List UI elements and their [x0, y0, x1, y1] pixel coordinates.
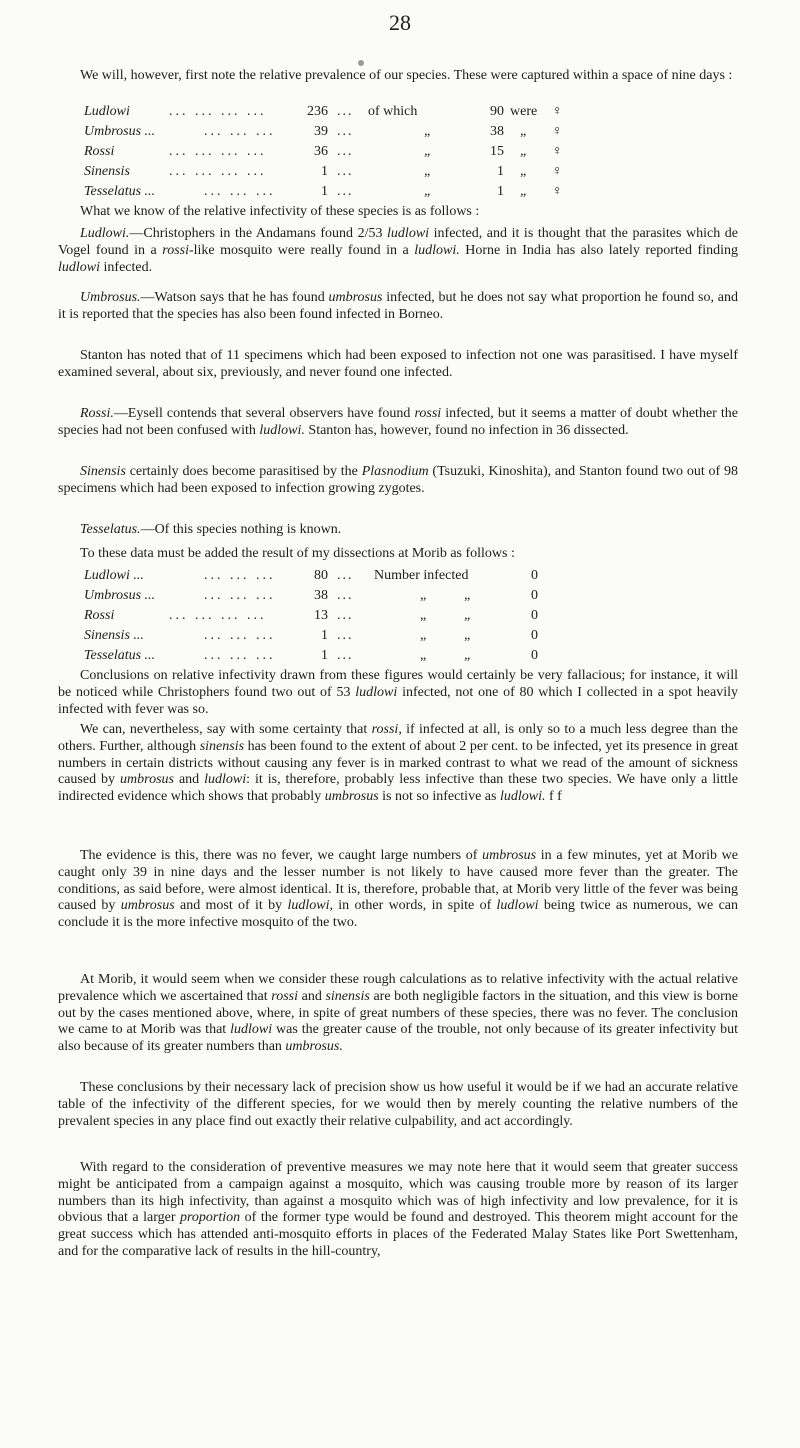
- infected-count: 0: [531, 568, 538, 583]
- female-symbol: ♀: [552, 184, 563, 199]
- species-name: Tesselatus ...: [84, 648, 156, 663]
- ditto-mark: „: [420, 588, 427, 603]
- species-name: Rossi: [84, 144, 115, 159]
- infected-count: 0: [531, 628, 538, 643]
- ditto-mark: „: [420, 628, 427, 643]
- table-row: Ludlowi ... ... ... ... 80 ... Number infected 0: [84, 566, 734, 586]
- umbrosus-paragraph: Umbrosus.—Watson says that he has found umbrosus infected, but he does not say what proportion he found so, and it is reported that the species has also been found infected in Borneo.: [58, 290, 738, 322]
- ditto-mark: „: [420, 648, 427, 663]
- female-count: 15: [490, 144, 504, 159]
- preventive-paragraph: With regard to the consideration of preventive measures we may note here that it would seem that greater success might be anticipated from a campaign against a mosquito, which was causing trouble more by reason of its larger numbers than its high infectivity, than against a mosquito which was of high infectivity and low prevalence, for it is obvious that a larger proportion of the former type would be found and destroyed. This theorem might account for the great success which has attended anti-mosquito efforts in places of the Federated Malay States like Port Swettenham, and for the comparative lack of results in the hill-country,: [58, 1160, 738, 1259]
- ink-dot: [358, 60, 364, 66]
- table-row: Umbrosus ... ... ... ... 39 ... „ 38 „ ♀: [84, 122, 734, 142]
- infected-count: 0: [531, 608, 538, 623]
- ditto-mark: „: [424, 124, 431, 139]
- ludlowi-paragraph: Ludlowi.—Christophers in the Andamans found 2/53 ludlowi infected, and it is thought that the parasites which de Vogel found in a rossi-like mosquito were really found in a ludlowi. Horne in India has also lately reported finding ludlowi infected.: [58, 226, 738, 275]
- species-name: Sinensis ...: [84, 628, 144, 643]
- we-can-paragraph: We can, nevertheless, say with some certainty that rossi, if infected at all, is only so to a much less degree than the others. Further, although sinensis has been found to the extent of about 2 per cent. to be infected, yet its presence in great numbers in certain districts without causing any fever is in marked contrast to what we read of the amount of sickness caused by umbrosus and ludlowi: it is, therefore, probably less infective than these two species. We have only a little indirected evidence which shows that probably umbrosus is not so infective as ludlowi. f f: [58, 722, 739, 805]
- dissected-count: 1: [321, 628, 328, 643]
- table-row: Rossi ... ... ... ... 13 ... „ „ 0: [84, 606, 734, 626]
- dissected-count: 13: [314, 608, 328, 623]
- at-morib-paragraph: At Morib, it would seem when we consider these rough calculations as to relative infectivity with the actual relative prevalence which we ascertained that rossi and sinensis are both negligible factors in the situation, and this view is borne out by the cases mentioned above, where, in spite of great numbers of these species, there was no fever. The conclusion we came to at Morib was that ludlowi was the greater cause of the trouble, not only because of its greater infectivity but also because of its greater numbers than umbrosus.: [58, 972, 739, 1055]
- dissections-intro: To these data must be added the result of my dissections at Morib as follows :: [80, 546, 515, 561]
- dissected-count: 38: [314, 588, 328, 603]
- tesselatus-paragraph: Tesselatus.—Of this species nothing is known.: [80, 522, 342, 537]
- dissected-count: 1: [321, 648, 328, 663]
- dissection-table: [84, 566, 734, 666]
- female-count: 90: [490, 104, 504, 119]
- table-row: Rossi ... ... ... ... 36 ... „ 15 „ ♀: [84, 142, 734, 162]
- table-row: Sinensis ... ... ... ... 1 ... „ „ 0: [84, 626, 734, 646]
- intro-paragraph: We will, however, first note the relative prevalence of our species. These were captured within a space of nine days :: [80, 68, 733, 83]
- ditto-mark: „: [424, 184, 431, 199]
- ditto-mark: „: [464, 588, 471, 603]
- number-infected-label: Number infected: [374, 568, 469, 583]
- these-conclusions-paragraph: These conclusions by their necessary lack of precision show us how useful it would be if we had an accurate relative table of the infectivity of the different species, for we would then by merely counting the relative numbers of the prevalent species in any place find out exactly their relative culpability, and act accordingly.: [58, 1080, 738, 1129]
- ditto-mark: „: [520, 124, 527, 139]
- table-row: Tesselatus ... ... ... ... 1 ... „ „ 0: [84, 646, 734, 666]
- sinensis-paragraph: Sinensis certainly does become parasitised by the Plasnodium (Tsuzuki, Kinoshita), and Stanton found two out of 98 specimens which had been exposed to infection growing zygotes.: [58, 464, 738, 496]
- infected-count: 0: [531, 648, 538, 663]
- ditto-mark: „: [520, 184, 527, 199]
- were-label: were: [510, 104, 538, 119]
- table-row: Umbrosus ... ... ... ... 38 ... „ „ 0: [84, 586, 734, 606]
- table-row: Ludlowi ... ... ... ... 236 ... of which 90 were ♀: [84, 102, 734, 122]
- ditto-mark: „: [464, 608, 471, 623]
- species-name: Ludlowi ...: [84, 568, 144, 583]
- rossi-paragraph: Rossi.—Eysell contends that several observers have found rossi infected, but it seems a matter of doubt whether the species had not been confused with ludlowi. Stanton has, however, found no infection in 36 dissected.: [58, 406, 738, 438]
- species-name: Tesselatus ...: [84, 184, 156, 199]
- infected-count: 0: [531, 588, 538, 603]
- female-symbol: ♀: [552, 104, 563, 119]
- conclusions-paragraph: Conclusions on relative infectivity drawn from these figures would certainly be very fallacious; for instance, it will be noticed while Christophers found two out of 53 ludlowi infected, not one of 80 which I collected in a spot heavily infected with fever was so.: [58, 668, 738, 717]
- ditto-mark: „: [520, 144, 527, 159]
- page-number: 28: [389, 10, 411, 35]
- known-intro: What we know of the relative infectivity of these species is as follows :: [80, 204, 480, 219]
- table-row: Sinensis ... ... ... ... 1 ... „ 1 „ ♀: [84, 162, 734, 182]
- species-name: Ludlowi: [84, 104, 130, 119]
- female-count: 1: [497, 184, 504, 199]
- capture-table: [84, 102, 734, 202]
- ditto-mark: „: [520, 164, 527, 179]
- female-count: 1: [497, 164, 504, 179]
- female-count: 38: [490, 124, 504, 139]
- species-name: Umbrosus ...: [84, 588, 156, 603]
- of-which-label: of which: [368, 104, 418, 119]
- dissected-count: 80: [314, 568, 328, 583]
- species-name: Umbrosus ...: [84, 124, 156, 139]
- species-name: Rossi: [84, 608, 115, 623]
- ditto-mark: „: [464, 648, 471, 663]
- captured-count: 1: [321, 164, 328, 179]
- captured-count: 39: [314, 124, 328, 139]
- female-symbol: ♀: [552, 124, 563, 139]
- table-row: Tesselatus ... ... ... ... 1 ... „ 1 „ ♀: [84, 182, 734, 202]
- species-name: Sinensis: [84, 164, 130, 179]
- captured-count: 236: [307, 104, 328, 119]
- ditto-mark: „: [464, 628, 471, 643]
- stanton-paragraph: Stanton has noted that of 11 specimens which had been exposed to infection not one was parasitised. I have myself examined several, about six, previously, and never found one infected.: [58, 348, 738, 380]
- ditto-mark: „: [424, 164, 431, 179]
- evidence-paragraph: The evidence is this, there was no fever, we caught large numbers of umbrosus in a few minutes, yet at Morib we caught only 39 in nine days and the lesser number is not likely to have caused more fever than the greater. The conditions, as said before, were almost identical. It is, therefore, probable that, at Morib very little of the fever was being caused by umbrosus and most of it by ludlowi, in other words, in spite of ludlowi being twice as numerous, we can conclude it is the more infective mosquito of the two.: [58, 848, 739, 931]
- captured-count: 36: [314, 144, 328, 159]
- ditto-mark: „: [424, 144, 431, 159]
- female-symbol: ♀: [552, 144, 563, 159]
- female-symbol: ♀: [552, 164, 563, 179]
- ditto-mark: „: [420, 608, 427, 623]
- captured-count: 1: [321, 184, 328, 199]
